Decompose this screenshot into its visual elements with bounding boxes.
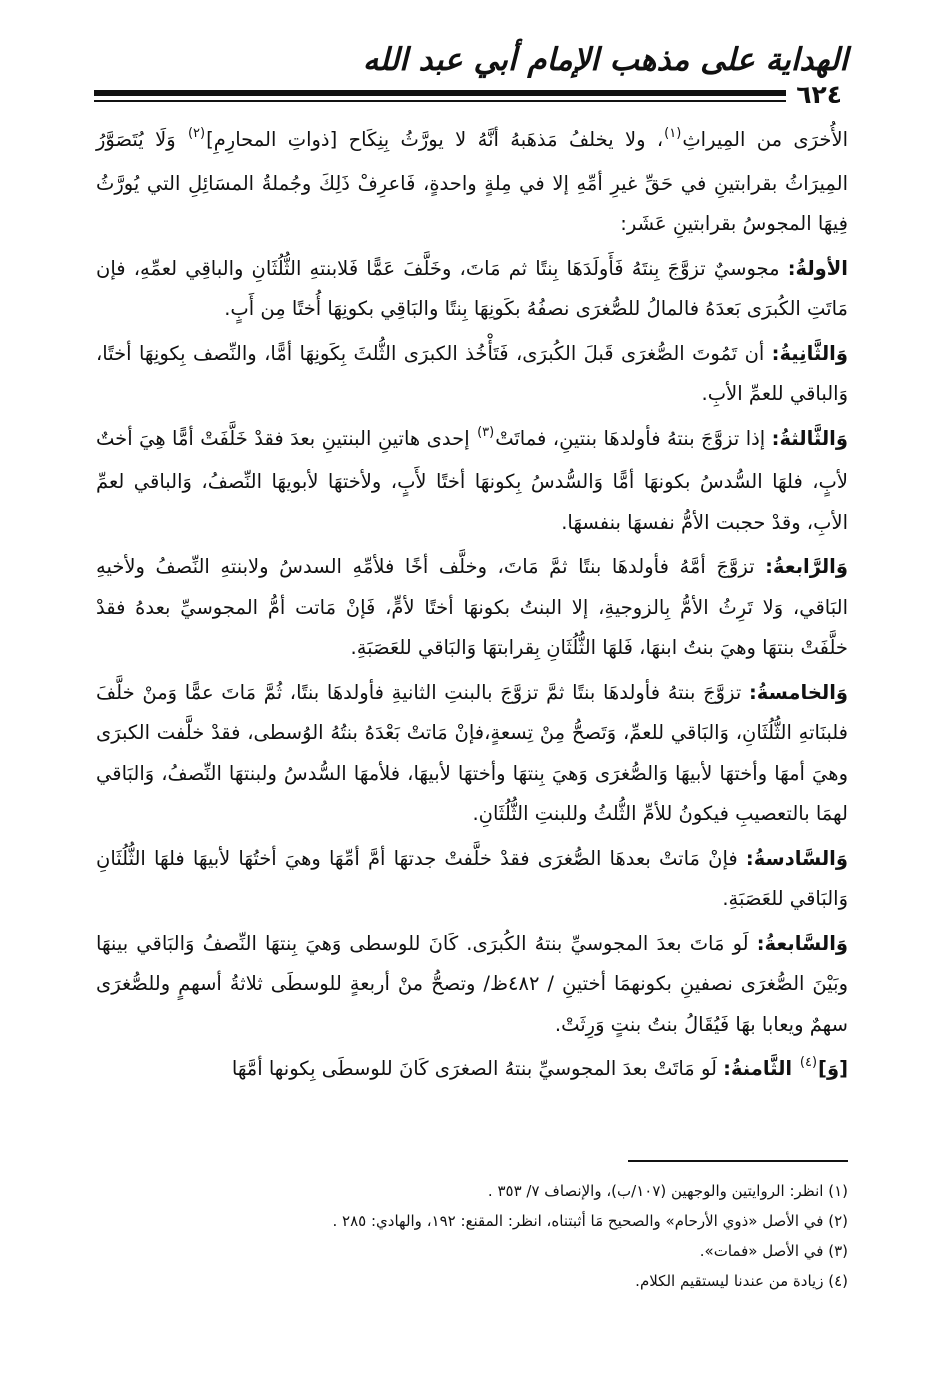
- paragraph-second: [96, 334, 848, 415]
- intro-text-b: ، ولا يخلفُ مَذهَبهُ أنَّهُ لا يورَّثُ بِنِكَاح [ذواتِ المحارِمِ]: [206, 128, 664, 151]
- paragraph-third: [96, 419, 848, 544]
- paragraph-intro: [96, 120, 848, 245]
- case-heading-sixth: وَالسَّادسةُ:: [745, 846, 848, 870]
- paragraph-eighth: [96, 1049, 848, 1093]
- footnote-ref-2: (٢): [187, 126, 206, 141]
- case-heading-seventh: وَالسَّابعةُ:: [756, 931, 848, 955]
- main-text: [96, 120, 848, 1097]
- footnote-ref-4: (٤): [799, 1055, 818, 1070]
- case-heading-first: الأولةُ:: [787, 256, 848, 280]
- case-heading-fourth: وَالرَّابعةُ:: [765, 555, 848, 578]
- case-heading-second: وَالثَّانِيةُ:: [771, 341, 848, 365]
- intro-text-c: وَلَا يُتَصَوَّرُ المِيرَاثُ بقرابتينِ في حَقِّ غيرِ أمِّهِ إلا في مِلةٍ واحدةٍ، فَاعرِفْ ذَلِكَ وجُملةُ المسَائِلِ التي يُورَّثُ فِيهَا المجوسُ بقرابتينِ عَشَر:: [96, 128, 848, 235]
- paragraph-sixth: [96, 839, 848, 920]
- case-text-eighth: لَو مَاتَتْ بعدَ المجوسيِّ بنتهُ الصغرَى كَانَ للوسطَى بِكونها أمَّهَا: [231, 1057, 724, 1080]
- case-text-second: أن تَمُوتَ الصُّغرَى قَبلَ الكُبرَى، فَتَأْخُذ الكبرَى الثُّلثَ بِكَونِهَا أمًّا، والنِّصف بِكونِهَا أختًا، وَالباقي للعمِّ الأبِ.: [96, 341, 848, 405]
- footnote-3: (٣) في الأصل «فمات».: [699, 1242, 848, 1260]
- case-heading-eighth: الثَّامنةُ:: [723, 1057, 799, 1080]
- footnote-2: (٢) في الأصل «ذوي الأرحام» والصحيح مَا أثبتناه، انظر: المقنع: ١٩٢، والهادي: ٢٨٥ .: [332, 1212, 848, 1230]
- paragraph-fourth: [96, 547, 848, 669]
- case-text-third-b: إحدى هاتينِ البنتينِ بعدَ فقدْ خَلَّفَتْ أمًّا هِيَ أختٌ لأبٍ، فلهَا السُّدسُ بكونهَا أمًّا وَالسُّدسُ بِكونهَا أختًا لأَبٍ، ولأختهَا لأبويهَا النِّصفُ، وَالباقي لعمِّ الأبِ، وقدْ حجبت الأمُّ نفسهَا بنفسهَا.: [96, 426, 848, 534]
- case-text-fourth: تزوَّجَ أمَّهُ فأولدهَا بنتًا ثمَّ مَاتَ، وخلَّف أخًا فلأمِّهِ السدسُ ولابنتهِ النِّصفُ ولأخيهِ البَاقي، وَلا تَرِثُ الأمُّ بِالزوجيةِ، إلا البنتُ بكونهَا أختًا لأمٍّ، فَإنْ مَاتت أمُّ المجوسيِّ بعدهُ فقدْ خلَّفَتْ بنتهَا وهيَ بنتُ ابنهَا، فَلهَا الثُّلُثَانِ بِقرابتهَا وَالبَاقي للعَصَبَةِ.: [96, 555, 848, 659]
- paragraph-seventh: [96, 924, 848, 1046]
- case-text-sixth: فإنْ مَاتتْ بعدهَا الصُّغرَى فقدْ خلَّفتْ جدتهَا أمَّ أمِّهَا وهيَ أختُهَا لأبيهَا فلهَا الثُّلُثَانِ وَالبَاقي للعَصَبَةِ.: [96, 846, 848, 910]
- running-title: الهداية على مذهب الإمام أبي عبد الله: [362, 42, 848, 78]
- footnote-1: (١) انظر: الروايتين والوجهين (١٠٧/ب)، والإنصاف ٧/ ٣٥٣ .: [487, 1182, 848, 1200]
- paragraph-first: [96, 249, 848, 330]
- case-heading-eighth-bracket: [وَ]: [818, 1057, 848, 1080]
- case-text-first: مجوسيٌ تزوَّجَ بِنتَهُ فَأَولَدَهَا بِنتًا ثم مَاتَ، وخَلَّفَ عَمًّا فَلابنتهِ الثُّلُثَانِ والباقِي لعمِّهِ، فإن مَاتَتِ الكُبرَى بَعدَهُ فالمالُ للصُّغرَى نصفُهُ بكَونِهَا بِنتًا والبَاقِي بكونِهَا أُختًا مِن أَبٍ.: [96, 256, 848, 320]
- footnote-4: (٤) زيادة من عندنا ليستقيم الكلام.: [635, 1272, 848, 1290]
- case-heading-third: وَالثَّالثةُ:: [771, 426, 848, 450]
- case-text-fifth: تزوَّجَ بنتهُ فأولدهَا بنتًا ثمَّ تزوَّجَ بالبنتِ الثانيةِ فأولدهَا بنتًا، ثُمَّ مَاتَ عمًّا وَمنْ خلَّفَ فلبنَاتهِ الثُّلُثَانِ، وَالبَاقي للعمِّ، وَتَصحُّ مِنْ تِسعةٍ،فإنْ مَاتتْ بَعْدَهُ بنتُهُ الوُسطى، فقدْ خلَّفت الكبرَى وهيَ أمهَا وأختهَا لأبيهَا وَالصُّغرَى وَهيَ بِنتهَا وأختهَا لأبيهَا، فلأمهَا السُّدسُ ولبنتهَا النِّصفُ، وَالبَاقي لهمَا بالتعصيبِ فيكونُ للأمِّ الثُّلثُ وللبنتِ الثُّلُثَانِ.: [96, 680, 848, 825]
- footnote-separator: [628, 1160, 848, 1162]
- header-rule: [94, 86, 850, 104]
- footnote-ref-1: (١): [664, 126, 682, 141]
- footnote-ref-3: (٣): [477, 424, 495, 440]
- page-number: ٦٢٤: [786, 78, 852, 112]
- case-heading-fifth: وَالخامسةُ:: [748, 680, 848, 704]
- case-text-seventh: لَو مَاتَ بعدَ المجوسيِّ بنتهُ الكُبرَى. كَانَ للوسطى وَهيَ بِنتهَا النِّصفُ وَالبَاقي بينهَا وبَيْنَ الصُّغرَى نصفينِ بكونهمَا أختينِ / ٤٨٢ظ/ وتصحُّ منْ أربعةٍ للوسطَى ثلاثةُ أسهمٍ وللصُّغرَى سهمٌ ويعابا بهَا فَيُقَالُ بنتُ بنتٍ وَرِثَتْ.: [96, 931, 848, 1036]
- intro-text-a: الأُخرَى من المِيراثِ: [682, 128, 848, 151]
- header-rule-thick: [94, 90, 850, 96]
- paragraph-fifth: [96, 673, 848, 835]
- header-rule-thin: [94, 100, 850, 102]
- footnotes: [96, 1176, 848, 1296]
- case-text-third-a: إذا تزوَّجَ بنتهُ فأولدهَا بنتينِ، فماتَتْ: [495, 426, 772, 450]
